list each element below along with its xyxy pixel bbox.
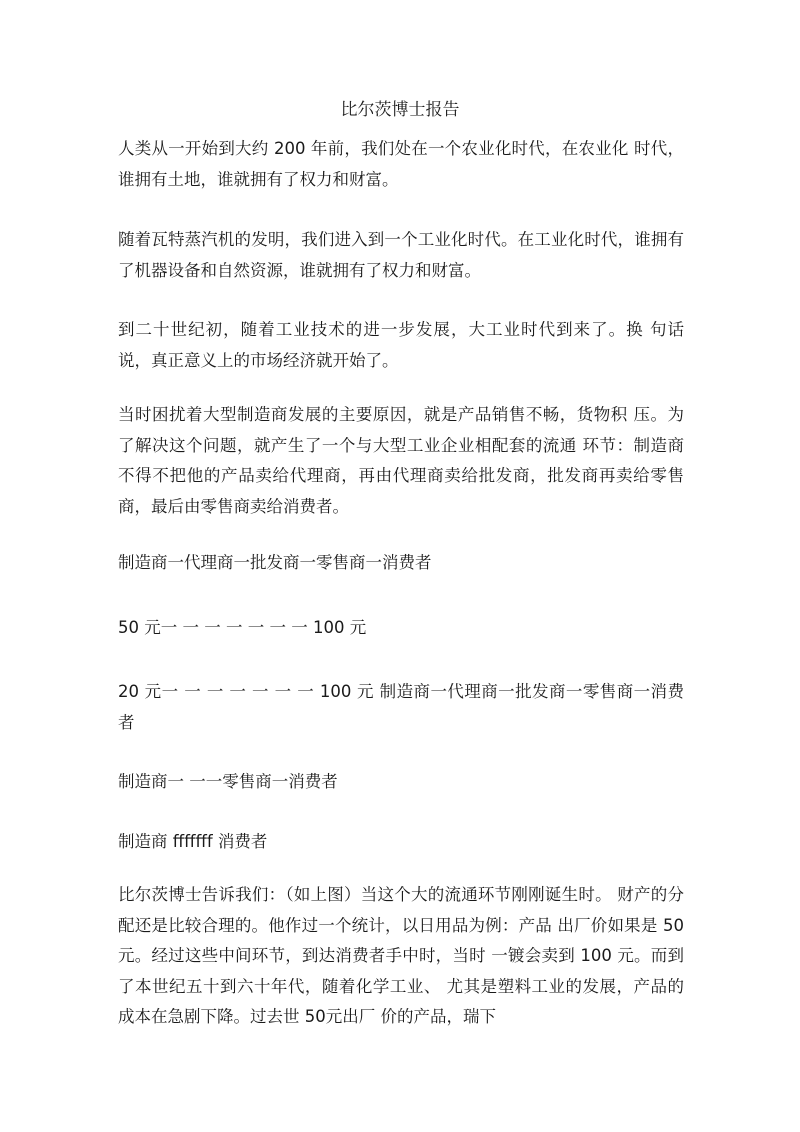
paragraph-distribution-problem: 当时困扰着大型制造商发展的主要原因，就是产品销售不畅，货物积 压。为了解决这个问题，就产生了一个与大型工业企业相配套的流通 环节：制造商不得不把他的产品卖给代理商，再由代理商卖给批发商，批发商再卖给零售商，最后由零售商卖给消费者。: [118, 405, 684, 516]
paragraph-twentieth-century: 到二十世纪初，随着工业技术的进一步发展，大工业时代到来了。换 句话说，真正意义上的市场经济就开始了。: [118, 320, 684, 370]
document-title: 比尔茨博士报告: [340, 100, 460, 120]
price-chain-50: 50 元一 一 一 一 一 一 一 100 元: [118, 618, 367, 637]
paragraph-industrial-era: 随着瓦特蒸汽机的发明，我们进入到一个工业化时代。在工业化时代，谁拥有了机器设备和自然资源，谁就拥有了权力和财富。: [118, 230, 684, 280]
paragraph-agricultural-era: 人类从一开始到大约 200 年前，我们处在一个农业化时代，在农业化 时代，谁拥有土地，谁就拥有了权力和财富。: [118, 139, 684, 189]
paragraph-bierz-statistics: 比尔茨博士告诉我们：（如上图）当这个大的流通环节刚刚诞生时。 财产的分配还是比较合理的。他作过一个统计，以日用品为例：产品 出厂价如果是 50 元。经过这些中间环节，到达消费者手中时，当时 一镀会卖到 100 元。而到了本世纪五十到六十年代，随着化学工业、 尤其是塑料工业的发展，产品的成本在急剧下降。过去世 50元出厂 价的产品，瑞下: [118, 885, 684, 1026]
chain-diagram-direct: 制造商 fffffff 消费者: [118, 832, 268, 851]
price-chain-20: 20 元一 一 一 一 一 一 一 100 元 制造商一代理商一批发商一零售商一消费者: [118, 682, 684, 732]
chain-diagram-full: 制造商一代理商一批发商一零售商一消费者: [118, 553, 432, 572]
chain-diagram-retail: 制造商一 一一零售商一消费者: [118, 772, 338, 791]
